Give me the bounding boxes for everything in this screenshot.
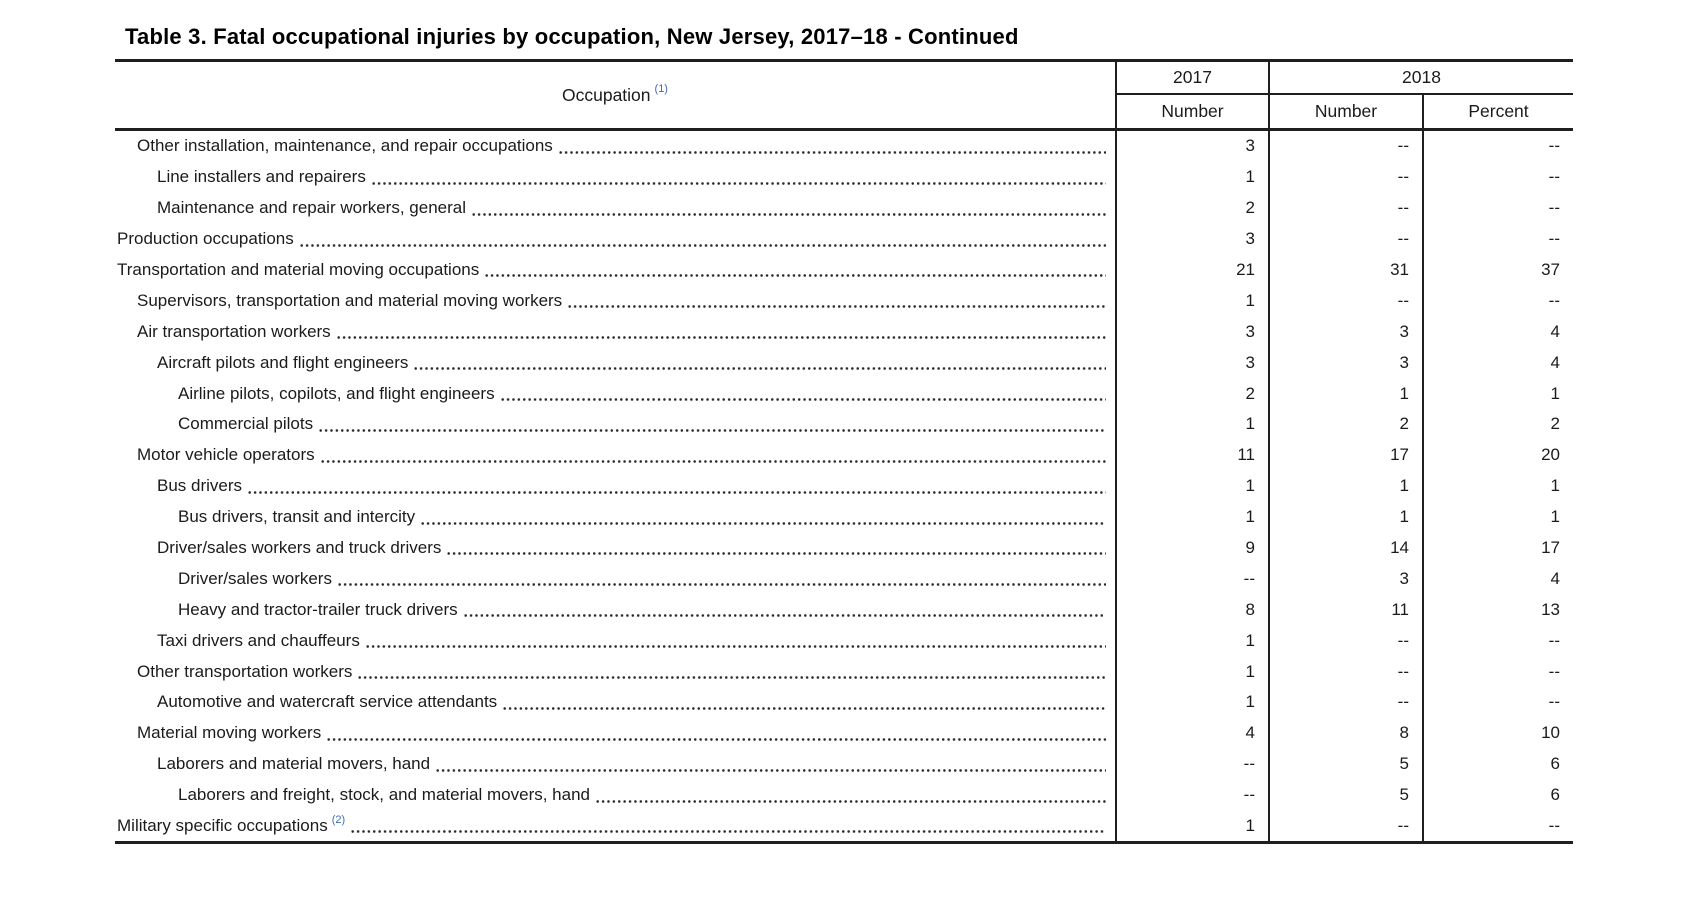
value-2017-number: --: [1115, 780, 1268, 811]
occupation-cell: [115, 656, 1115, 687]
value-2018-percent: 20: [1422, 440, 1573, 471]
table-row: [115, 131, 1573, 162]
dotted-leader: [595, 800, 1106, 803]
value-2017-number: 1: [1115, 162, 1268, 193]
value-2018-number: 5: [1268, 780, 1422, 811]
occupation-label: Laborers and freight, stock, and material movers, hand: [178, 785, 590, 805]
value-2018-percent: 10: [1422, 718, 1573, 749]
fatal-injuries-table: [115, 59, 1573, 844]
dotted-leader: [500, 398, 1106, 401]
dotted-leader: [350, 830, 1106, 833]
table-row: [115, 656, 1573, 687]
value-2018-number: --: [1268, 656, 1422, 687]
dotted-leader: [435, 769, 1106, 772]
dotted-leader: [420, 522, 1106, 525]
occupation-cell: [115, 378, 1115, 409]
dotted-leader: [471, 213, 1106, 216]
table-body: [115, 131, 1573, 841]
value-2017-number: 1: [1115, 409, 1268, 440]
occupation-label: Commercial pilots: [178, 414, 314, 434]
occupation-cell: [115, 471, 1115, 502]
occupation-label: Motor vehicle operators: [137, 445, 315, 465]
document-page: [115, 24, 1573, 844]
dotted-leader: [463, 614, 1106, 617]
value-2017-number: 3: [1115, 316, 1268, 347]
occupation-cell: [115, 625, 1115, 656]
table-row: [115, 255, 1573, 286]
occupation-cell: [115, 162, 1115, 193]
value-2017-number: --: [1115, 749, 1268, 780]
value-2017-number: 4: [1115, 718, 1268, 749]
value-2017-number: 3: [1115, 131, 1268, 162]
occupation-label: Driver/sales workers: [178, 568, 332, 588]
table-row: [115, 193, 1573, 224]
dotted-leader: [558, 151, 1106, 154]
value-2018-number: 11: [1268, 594, 1422, 625]
occupation-cell: [115, 285, 1115, 316]
header-year-2017: 2017: [1115, 62, 1268, 95]
table-row: [115, 378, 1573, 409]
occupation-label: Bus drivers: [157, 476, 243, 496]
occupation-cell: [115, 594, 1115, 625]
occupation-cell: [115, 533, 1115, 564]
occupation-cell: [115, 131, 1115, 162]
occupation-cell: [115, 409, 1115, 440]
value-2018-number: 31: [1268, 255, 1422, 286]
occupation-cell: [115, 193, 1115, 224]
header-2017-number: Number: [1115, 95, 1268, 128]
header-2018-number: Number: [1268, 95, 1422, 128]
value-2018-number: 8: [1268, 718, 1422, 749]
occupation-cell: [115, 563, 1115, 594]
occupation-label: Production occupations: [117, 229, 294, 249]
value-2017-number: 1: [1115, 687, 1268, 718]
occupation-label: Driver/sales workers and truck drivers: [157, 538, 442, 558]
header-occupation-label: Occupation: [562, 84, 651, 105]
value-2017-number: 8: [1115, 594, 1268, 625]
value-2018-percent: 4: [1422, 316, 1573, 347]
occupation-label: Laborers and material movers, hand: [157, 754, 431, 774]
value-2018-number: --: [1268, 285, 1422, 316]
dotted-leader: [337, 583, 1106, 586]
value-2018-number: --: [1268, 131, 1422, 162]
value-2018-percent: --: [1422, 811, 1573, 842]
table-row: [115, 285, 1573, 316]
value-2017-number: 1: [1115, 625, 1268, 656]
occupation-cell: [115, 347, 1115, 378]
occupation-cell: [115, 316, 1115, 347]
table-row: [115, 687, 1573, 718]
table-row: [115, 162, 1573, 193]
dotted-leader: [484, 274, 1106, 277]
dotted-leader: [371, 182, 1106, 185]
value-2018-number: 14: [1268, 533, 1422, 564]
value-2018-percent: 1: [1422, 502, 1573, 533]
occupation-cell: [115, 687, 1115, 718]
table-row: [115, 316, 1573, 347]
occupation-label: Taxi drivers and chauffeurs: [157, 630, 360, 650]
occupation-label: Air transportation workers: [137, 321, 331, 341]
footnote-1-link[interactable]: (1): [654, 83, 668, 95]
value-2018-percent: --: [1422, 656, 1573, 687]
occupation-label: Airline pilots, copilots, and flight engineers: [178, 383, 495, 403]
value-2018-number: 3: [1268, 347, 1422, 378]
value-2017-number: 2: [1115, 193, 1268, 224]
header-occupation: [115, 62, 1115, 128]
header-year-2018: 2018: [1268, 62, 1573, 95]
occupation-cell: [115, 811, 1115, 842]
value-2018-number: 1: [1268, 471, 1422, 502]
dotted-leader: [247, 491, 1106, 494]
value-2018-percent: --: [1422, 625, 1573, 656]
value-2018-number: --: [1268, 687, 1422, 718]
occupation-cell: [115, 440, 1115, 471]
value-2018-percent: --: [1422, 687, 1573, 718]
occupation-label: Transportation and material moving occupations: [117, 260, 480, 279]
occupation-label: Heavy and tractor-trailer truck drivers: [178, 599, 458, 619]
table-row: [115, 224, 1573, 255]
occupation-cell: [115, 255, 1115, 286]
table-row: [115, 502, 1573, 533]
value-2018-percent: --: [1422, 162, 1573, 193]
table-title: Table 3. Fatal occupational injuries by occupation, New Jersey, 2017–18 - Continued: [125, 24, 1019, 49]
value-2018-percent: 1: [1422, 378, 1573, 409]
table-row: [115, 625, 1573, 656]
value-2018-number: 17: [1268, 440, 1422, 471]
occupation-label: Maintenance and repair workers, general: [157, 198, 467, 218]
dotted-leader: [320, 460, 1106, 463]
value-2017-number: 11: [1115, 440, 1268, 471]
table-row: [115, 533, 1573, 564]
value-2018-percent: 6: [1422, 749, 1573, 780]
dotted-leader: [326, 738, 1106, 741]
value-2018-percent: 37: [1422, 255, 1573, 286]
occupation-label: Bus drivers, transit and intercity: [178, 507, 416, 527]
dotted-leader: [299, 244, 1106, 247]
value-2017-number: 1: [1115, 471, 1268, 502]
value-2018-percent: 4: [1422, 347, 1573, 378]
value-2017-number: 3: [1115, 347, 1268, 378]
value-2018-percent: 4: [1422, 563, 1573, 594]
occupation-cell: [115, 224, 1115, 255]
value-2017-number: 3: [1115, 224, 1268, 255]
occupation-label: Other transportation workers: [137, 661, 353, 681]
occupation-label: Line installers and repairers: [157, 167, 366, 187]
table-row: [115, 347, 1573, 378]
value-2018-number: 3: [1268, 563, 1422, 594]
occupation-label: Automotive and watercraft service attendants: [157, 692, 498, 712]
table-row: [115, 563, 1573, 594]
value-2018-number: 3: [1268, 316, 1422, 347]
value-2017-number: 1: [1115, 502, 1268, 533]
value-2018-percent: --: [1422, 285, 1573, 316]
dotted-leader: [357, 676, 1106, 679]
occupation-cell: [115, 780, 1115, 811]
table-row: [115, 718, 1573, 749]
value-2018-percent: 6: [1422, 780, 1573, 811]
value-2018-number: 1: [1268, 378, 1422, 409]
dotted-leader: [336, 336, 1106, 339]
value-2017-number: 1: [1115, 285, 1268, 316]
value-2017-number: 9: [1115, 533, 1268, 564]
occupation-cell: [115, 749, 1115, 780]
dotted-leader: [502, 707, 1106, 710]
value-2017-number: 2: [1115, 378, 1268, 409]
dotted-leader: [413, 367, 1106, 370]
value-2017-number: --: [1115, 563, 1268, 594]
occupation-label: Other installation, maintenance, and repair occupations: [137, 136, 553, 156]
value-2018-percent: 1: [1422, 471, 1573, 502]
value-2018-number: 2: [1268, 409, 1422, 440]
table-row: [115, 749, 1573, 780]
occupation-label: Material moving workers: [137, 723, 322, 743]
value-2017-number: 21: [1115, 255, 1268, 286]
occupation-cell: [115, 718, 1115, 749]
value-2017-number: 1: [1115, 811, 1268, 842]
value-2018-number: --: [1268, 625, 1422, 656]
table-row: [115, 811, 1573, 842]
table-row: [115, 780, 1573, 811]
occupation-label: Supervisors, transportation and material moving workers: [137, 290, 563, 310]
value-2018-number: --: [1268, 162, 1422, 193]
value-2018-number: --: [1268, 193, 1422, 224]
value-2018-percent: 13: [1422, 594, 1573, 625]
value-2017-number: 1: [1115, 656, 1268, 687]
header-2018-percent: Percent: [1422, 95, 1573, 128]
table-row: [115, 594, 1573, 625]
table-row: [115, 440, 1573, 471]
table-header: [115, 62, 1573, 131]
dotted-leader: [567, 305, 1106, 308]
table-row: [115, 409, 1573, 440]
table-row: [115, 471, 1573, 502]
dotted-leader: [446, 552, 1106, 555]
dotted-leader: [365, 645, 1106, 648]
value-2018-number: 5: [1268, 749, 1422, 780]
occupation-cell: [115, 502, 1115, 533]
row-footnote-link[interactable]: (2): [331, 814, 346, 827]
value-2018-percent: --: [1422, 131, 1573, 162]
value-2018-percent: --: [1422, 224, 1573, 255]
value-2018-number: --: [1268, 811, 1422, 842]
occupation-label: Aircraft pilots and flight engineers: [157, 352, 409, 372]
dotted-leader: [318, 429, 1106, 432]
occupation-label: Military specific occupations: [117, 816, 328, 836]
value-2018-percent: 17: [1422, 533, 1573, 564]
value-2018-percent: 2: [1422, 409, 1573, 440]
value-2018-number: 1: [1268, 502, 1422, 533]
value-2018-percent: --: [1422, 193, 1573, 224]
value-2018-number: --: [1268, 224, 1422, 255]
